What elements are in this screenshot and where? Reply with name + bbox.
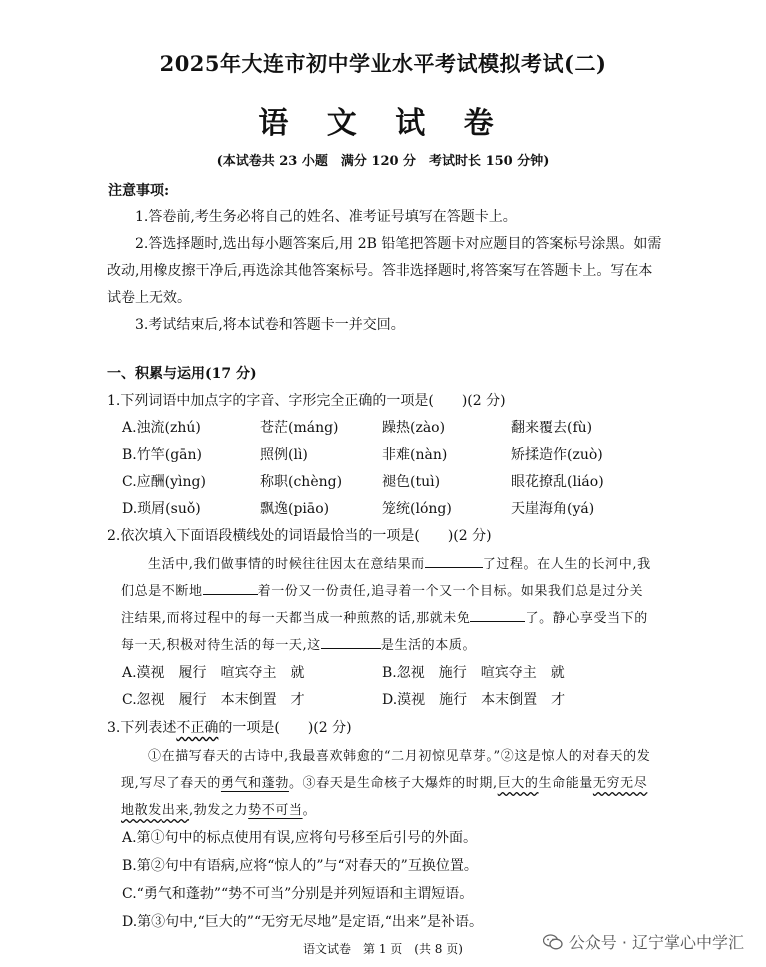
- watermark-text: 公众号 · 辽宁掌心中学汇: [568, 933, 744, 952]
- q1-c-2: 称职(chèng): [260, 474, 343, 490]
- q3-passage-line-1: ①在描写春天的古诗中,我最喜欢韩愈的“二月初惊见草芽。”②这是惊人的对春天的发: [148, 749, 651, 764]
- wavy-phrase-3: 出来: [161, 803, 190, 818]
- notice-item-2-line-2: 改动,用橡皮擦干净后,再选涂其他答案标号。答非选择题时,将答案写在答题卡上。写在本: [107, 263, 653, 279]
- q1-a-3: 躁热(zào): [382, 420, 446, 436]
- answer-blank-1: [425, 553, 483, 568]
- subject-title: 语 文 试 卷: [258, 106, 508, 141]
- page-footer: 语文试卷 第 1 页 (共 8 页): [303, 942, 463, 956]
- answer-blank-2: [203, 580, 258, 595]
- q1-c-1: C.应酬(yìng): [122, 474, 206, 490]
- q2-passage-line-1: 生活中,我们做事情的时候往往因太在意结果而 了过程。在人生的长河中,我: [148, 553, 651, 572]
- q2-passage-line-4: 每一天,积极对待生活的每一天,这 是生活的本质。: [121, 634, 476, 653]
- answer-blank-4: [321, 634, 381, 649]
- q2-passage-line-3: 注结果,而将过程中的每一天都当成一种煎熬的话,那就未免 了。静心享受当下的: [121, 607, 648, 626]
- q3-option-d: D.第③句中,“巨大的”“无穷无尽地”是定语,“出来”是补语。: [122, 914, 484, 930]
- section-heading: 一、积累与运用(17 分): [107, 366, 257, 382]
- q1-a-1: A.浊流(zhú): [122, 420, 201, 436]
- q3-passage-line-2: 现,写尽了春天的勇气和蓬勃。③春天是生命核子大爆炸的时期,巨大的生命能量无穷无尽: [121, 776, 648, 791]
- q1-d-2: 飘逸(piāo): [260, 501, 330, 517]
- q1-d-4: 天崖海角(yá): [511, 501, 595, 517]
- q1-d-3: 笼统(lóng): [382, 501, 452, 517]
- q2-option-b: B.忽视 施行 喧宾夺主 就: [382, 665, 565, 681]
- notice-item-2-line-3: 试卷上无效。: [107, 290, 191, 306]
- q1-b-1: B.竹竿(gān): [122, 447, 202, 463]
- underlined-phrase-2: 势不可当: [248, 803, 303, 818]
- q1-b-3: 非难(nàn): [382, 447, 448, 463]
- watermark: [543, 930, 744, 953]
- question-2-stem: 2.依次填入下面语段横线处的词语最恰当的一项是( )(2 分): [107, 528, 492, 544]
- q3-passage-line-3: 地散发出来,勃发之力势不可当。: [121, 803, 317, 818]
- exam-title: 2025年大连市初中学业水平考试模拟考试(二): [159, 51, 607, 76]
- notice-heading: 注意事项:: [108, 183, 170, 199]
- question-3-stem: 3.下列表述不正确的一项是( )(2 分): [107, 720, 352, 736]
- wechat-icon: [543, 934, 563, 950]
- wavy-phrase-1: 巨大的: [497, 776, 539, 791]
- q1-c-4: 眼花撩乱(liáo): [511, 474, 604, 490]
- exam-meta: (本试卷共 23 小题 满分 120 分 考试时长 150 分钟): [216, 154, 550, 169]
- underlined-phrase-1: 勇气和蓬勃: [220, 776, 289, 791]
- question-1-stem: 1.下列词语中加点字的字音、字形完全正确的一项是( )(2 分): [107, 393, 506, 409]
- q1-d-1: D.琐屑(suǒ): [122, 501, 201, 517]
- wavy-phrase-2: 无穷无尽: [592, 776, 648, 791]
- q2-option-d: D.漠视 施行 本末倒置 才: [382, 692, 566, 708]
- q3-option-a: A.第①句中的标点使用有误,应将句号移至后引号的外面。: [122, 830, 478, 846]
- q1-a-2: 苍茫(máng): [260, 420, 339, 436]
- q3-option-b: B.第②句中有语病,应将“惊人的”与“对春天的”互换位置。: [122, 858, 478, 874]
- q1-a-4: 翻来覆去(fù): [511, 420, 593, 436]
- q1-b-4: 矫揉造作(zuò): [511, 447, 603, 463]
- q1-c-3: 褪色(tuì): [382, 474, 441, 490]
- emphasis-not-correct: 不正确: [176, 720, 219, 736]
- notice-item-3: 3.考试结束后,将本试卷和答题卡一并交回。: [135, 317, 405, 333]
- notice-item-2-line-1: 2.答选择题时,选出每小题答案后,用 2B 铅笔把答题卡对应题目的答案标号涂黑。如需: [135, 236, 662, 252]
- q2-option-a: A.漠视 履行 喧宾夺主 就: [122, 665, 305, 681]
- q1-b-2: 照例(lì): [260, 447, 308, 463]
- q2-passage-line-2: 们总是不断地 着一份又一份责任,追寻着一个又一个目标。如果我们总是过分关: [121, 580, 643, 599]
- notice-item-1: 1.答卷前,考生务必将自己的姓名、准考证号填写在答题卡上。: [135, 209, 517, 225]
- q3-option-c: C.“勇气和蓬勃”“势不可当”分别是并列短语和主谓短语。: [122, 886, 474, 902]
- q2-option-c: C.忽视 履行 本末倒置 才: [122, 692, 305, 708]
- answer-blank-3: [470, 607, 525, 622]
